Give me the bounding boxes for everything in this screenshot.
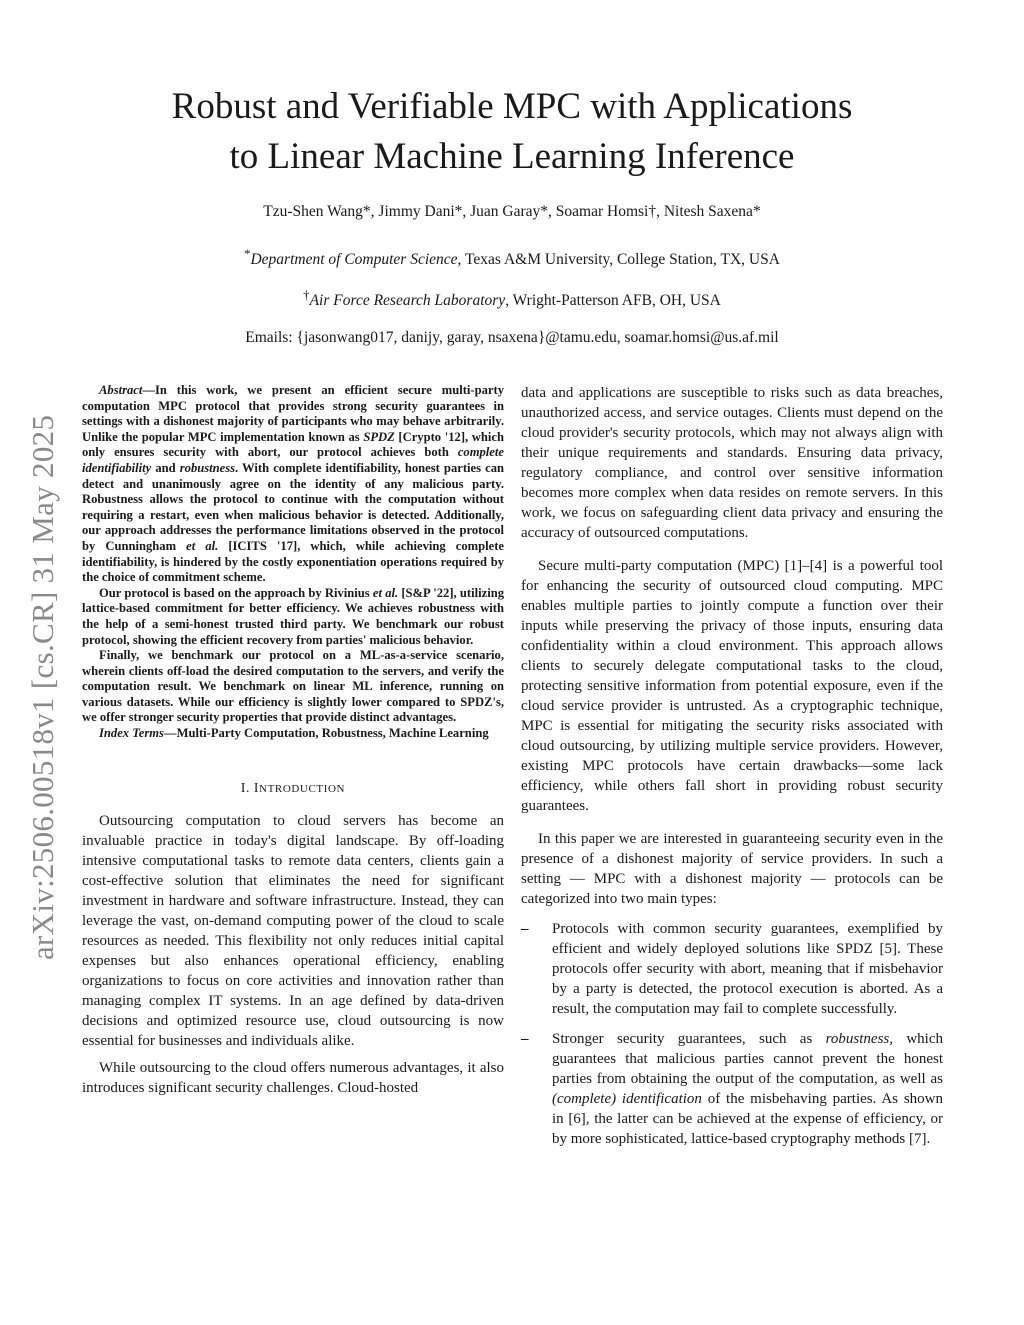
affiliation-1 (80, 246, 944, 269)
abstract-text-etal: et al. (372, 585, 399, 600)
abstract-label: Abstract (99, 383, 143, 397)
introduction-body (82, 811, 504, 1098)
list-item (521, 1029, 943, 1149)
abstract-paragraph-1 (82, 383, 504, 586)
affiliation-2-mark: † (303, 287, 310, 302)
author-emails: Emails: {jasonwang017, danijy, garay, nsaxena}@tamu.edu, soamar.homsi@us.af.mil (245, 329, 779, 346)
abstract (82, 383, 504, 742)
list-item-text: Protocols with common security guarantees, exemplified by efficient and widely deployed solutions like SPDZ [5]. These protocols offer security with abort, meaning that if misbehavior by a party is detected, the protocol execution is aborted. As a result, the computation may fail to complete successfully. (552, 921, 943, 1017)
index-terms-label: Index Terms (99, 726, 164, 741)
author-list: Tzu-Shen Wang*, Jimmy Dani*, Juan Garay*, Soamar Homsi†, Nitesh Saxena* (263, 203, 761, 220)
abstract-text-spdz: SPDZ (363, 429, 395, 444)
paper-title (80, 82, 944, 182)
abstract-text: and (151, 460, 180, 475)
abstract-text: [S&P '22], utilizing lattice-based commitment for better efficiency. We achieves robustness with the help of a semi-honest trusted third party. We benchmark our robust protocol, showing the efficient recovery from parties' malicious behavior. (82, 585, 504, 647)
abstract-text: [ICITS '17], which, while achieving complete identifiability, is hindered by the costly exponentiation operations required by the choice of commitment scheme. (82, 538, 504, 585)
abstract-text: . With complete identifiability, honest parties can detect and unanimously agree on the identity of any malicious party. Robustness allows the protocol to continue with the computation without requiring a restart, even when malicious behavior is detected. Additionally, our approach addresses the performance limitations observed in the protocol by Cunningham (82, 460, 504, 553)
abstract-text: —In this work, we present an efficient secure multi-party computation MPC protocol that provides strong security guarantees in settings with a dishonest majority of participants who may behave arbitrarily. Unlike the popular MPC implementation known as (82, 383, 504, 444)
list-item-text: , which guarantees that malicious parties cannot prevent the honest parties from obtaining the output of the computation, as well as (552, 1031, 943, 1087)
affiliation-1-mark: * (244, 246, 251, 261)
index-terms (82, 726, 504, 742)
abstract-text-emph: complete identifiability (82, 445, 504, 475)
list-item-text: of the misbehaving parties. As shown in [6], the latter can be achieved at the expense of efficiency, or by more sophisticated, lattice-based cryptography methods [7]. (552, 1091, 943, 1147)
dash-bullet: – (521, 921, 529, 937)
index-terms-text: —Multi-Party Computation, Robustness, Machine Learning (163, 726, 489, 741)
arxiv-watermark: arXiv:2506.00518v1 [cs.CR] 31 May 2025 (25, 414, 60, 960)
abstract-text-etal: et al. (186, 538, 219, 553)
affiliation-2-dept: Air Force Research Laboratory (309, 292, 506, 310)
section-title: NTRODUCTION (259, 782, 346, 795)
abstract-text-emph: robustness (179, 460, 236, 475)
title-line-2: to Linear Machine Learning Inference (229, 136, 795, 177)
affiliation-1-rest: , Texas A&M University, College Station, TX, USA (457, 251, 780, 269)
right-paragraph-2: Secure multi-party computation (MPC) [1]–[4] is a powerful tool for enhancing the security of outsourced cloud computing. MPC enables multiple parties to jointly compute a function over their inputs while preserving the privacy of those inputs, ensuring data confidentiality within a cloud environment. This approach allows clients to securely delegate computational tasks to the cloud, protecting sensitive information from potential exposure, even if the cloud service provider is untrusted. As a cryptographic technique, MPC is essential for mitigating the security risks associated with cloud outsourcing, by utilizing multiple service providers. However, existing MPC protocols have certain drawbacks—some lack efficiency, while others fall short in providing robust security guarantees. (521, 558, 943, 814)
right-paragraph-3: In this paper we are interested in guaranteeing security even in the presence of a dishonest majority of service providers. In such a setting — MPC with a dishonest majority — protocols can be categorized into two main types: (521, 831, 943, 907)
list-item-emph: robustness (825, 1031, 890, 1047)
section-numeral: I. I (240, 779, 260, 795)
dash-bullet: – (521, 1031, 529, 1047)
abstract-text: [Crypto '12], which only ensures security with abort, our protocol achieves both (82, 429, 504, 460)
intro-paragraph-1: Outsourcing computation to cloud servers has become an invaluable practice in today's digital landscape. By off-loading intensive computational tasks to remote data centers, clients gain a cost-effective solution that eliminates the need for significant investment in hardware and software infrastructure. Instead, they can leverage the vast, on-demand computing power of the cloud to scale resources as needed. This flexibility not only reduces initial capital expenses but also enhances operational efficiency, enabling organizations to focus on core activities and innovation rather than managing complex IT systems. In an age defined by data-driven decisions and optimized resource use, cloud outsourcing is now essential for businesses and individuals alike. (82, 812, 504, 1049)
right-body (521, 383, 943, 1149)
list-item-emph: (complete) identification (552, 1091, 702, 1107)
affiliation-1-dept: Department of Computer Science (250, 251, 458, 269)
section-heading-introduction (82, 778, 504, 799)
list-item (521, 919, 943, 1019)
abstract-paragraph-2 (82, 586, 504, 648)
protocol-type-list (521, 919, 943, 1149)
affiliation-2 (80, 287, 944, 310)
list-item-text: Stronger security guarantees, such as (552, 1031, 826, 1047)
intro-paragraph-2: While outsourcing to the cloud offers numerous advantages, it also introduces significant security challenges. Cloud-hosted (82, 1059, 504, 1096)
left-column (82, 383, 504, 1105)
right-paragraph-1: data and applications are susceptible to risks such as data breaches, unauthorized access, and service outages. Clients must depend on the cloud provider's security protocols, which may not always align with their unique requirements and standards. Ensuring data privacy, regulatory compliance, and control over sensitive information becomes more complex when data resides on remote servers. In this work, we focus on safeguarding client data privacy and ensuring the accuracy of outsourced computations. (521, 385, 943, 541)
affiliation-2-rest: , Wright-Patterson AFB, OH, USA (505, 292, 721, 310)
abstract-text: Our protocol is based on the approach by Rivinius (99, 585, 373, 600)
right-column (521, 383, 943, 1159)
title-line-1: Robust and Verifiable MPC with Applications (171, 86, 853, 127)
abstract-paragraph-3: Finally, we benchmark our protocol on a ML-as-a-service scenario, wherein clients off-load the desired computation to the servers, and verify the computation result. We benchmark on linear ML inference, running on various datasets. While our efficiency is slightly lower compared to SPDZ's, we offer stronger security properties that provide distinct advantages. (82, 648, 504, 725)
